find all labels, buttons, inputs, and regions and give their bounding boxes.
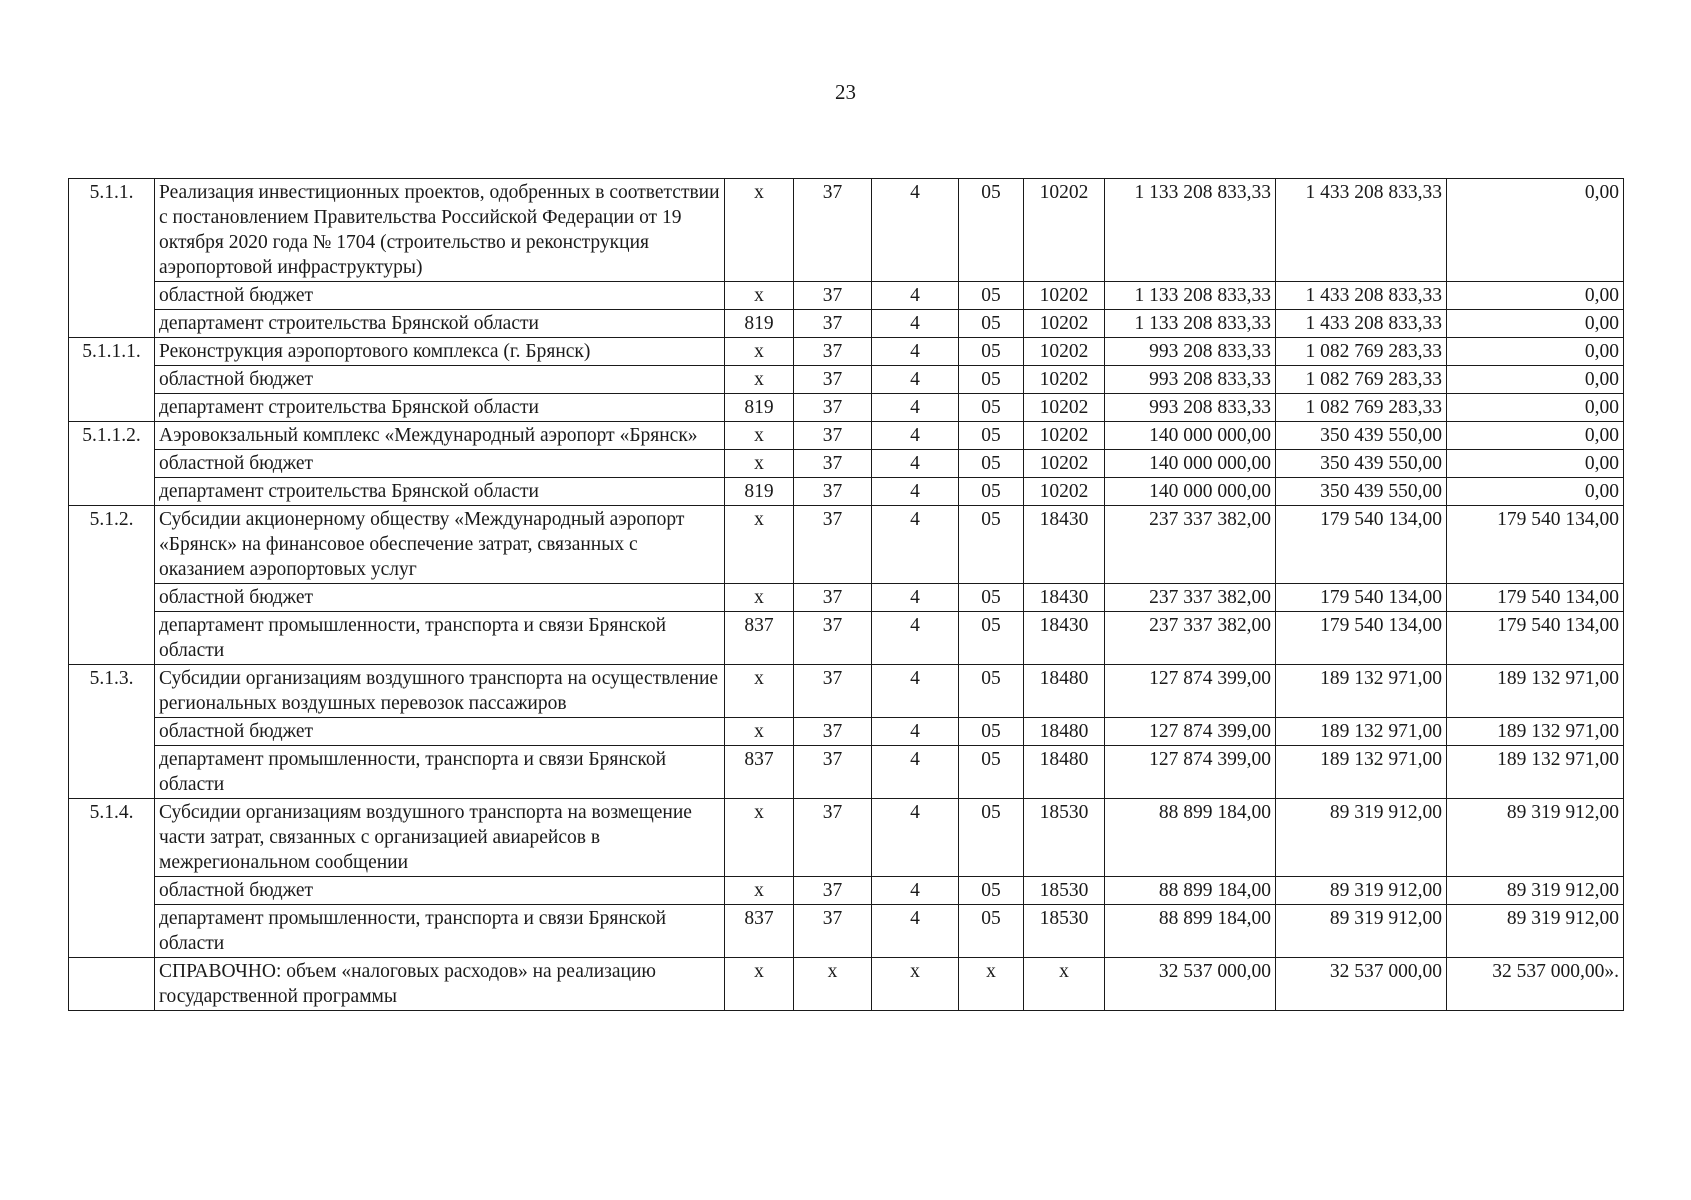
row-program-code: 37 [794, 746, 872, 799]
row-value-year2: 1 082 769 283,33 [1276, 366, 1447, 394]
row-subprogram-code: 4 [872, 746, 959, 799]
row-admin-code: х [725, 799, 794, 877]
row-event-code: 05 [959, 394, 1024, 422]
row-value-year2: 189 132 971,00 [1276, 746, 1447, 799]
row-subprogram-code: 4 [872, 338, 959, 366]
row-name: департамент строительства Брянской области [155, 310, 725, 338]
row-program-code: х [794, 958, 872, 1011]
row-value-year3: 0,00 [1447, 179, 1624, 282]
row-value-year3: 32 537 000,00». [1447, 958, 1624, 1011]
row-value-year2: 89 319 912,00 [1276, 877, 1447, 905]
row-value-year1: 32 537 000,00 [1105, 958, 1276, 1011]
table-row [69, 450, 1624, 478]
row-value-year3: 0,00 [1447, 478, 1624, 506]
row-value-year2: 350 439 550,00 [1276, 422, 1447, 450]
row-admin-code: х [725, 958, 794, 1011]
row-value-year2: 189 132 971,00 [1276, 665, 1447, 718]
row-direction-code: 10202 [1024, 282, 1105, 310]
table-row [69, 718, 1624, 746]
row-direction-code: 18430 [1024, 584, 1105, 612]
row-value-year1: 993 208 833,33 [1105, 394, 1276, 422]
row-value-year1: 140 000 000,00 [1105, 478, 1276, 506]
row-subprogram-code: 4 [872, 478, 959, 506]
row-admin-code: х [725, 718, 794, 746]
row-program-code: 37 [794, 422, 872, 450]
row-program-code: 37 [794, 366, 872, 394]
row-program-code: 37 [794, 905, 872, 958]
row-name: департамент промышленности, транспорта и связи Брянской области [155, 905, 725, 958]
table-row [69, 282, 1624, 310]
row-event-code: 05 [959, 450, 1024, 478]
row-admin-code: 837 [725, 612, 794, 665]
row-direction-code: 18480 [1024, 746, 1105, 799]
table-row [69, 958, 1624, 1011]
row-number: 5.1.3. [69, 665, 155, 799]
row-direction-code: 18480 [1024, 665, 1105, 718]
row-event-code: 05 [959, 877, 1024, 905]
row-subprogram-code: 4 [872, 450, 959, 478]
table-row [69, 746, 1624, 799]
row-name: областной бюджет [155, 877, 725, 905]
table-row [69, 366, 1624, 394]
row-number: 5.1.2. [69, 506, 155, 665]
row-value-year1: 1 133 208 833,33 [1105, 310, 1276, 338]
row-name: Субсидии организациям воздушного транспорта на осуществление региональных воздушных перевозок пассажиров [155, 665, 725, 718]
row-program-code: 37 [794, 394, 872, 422]
row-admin-code: х [725, 450, 794, 478]
row-name: областной бюджет [155, 282, 725, 310]
row-value-year2: 189 132 971,00 [1276, 718, 1447, 746]
row-value-year2: 1 433 208 833,33 [1276, 310, 1447, 338]
row-event-code: 05 [959, 799, 1024, 877]
table-row [69, 478, 1624, 506]
row-value-year1: 88 899 184,00 [1105, 799, 1276, 877]
table-row [69, 422, 1624, 450]
row-value-year2: 32 537 000,00 [1276, 958, 1447, 1011]
row-name: Реализация инвестиционных проектов, одобренных в соответствии с постановлением Правительства Российской Федерации от 19 октября 2020 года № 1704 (строительство и реконструкция аэропортовой инфраструктуры) [155, 179, 725, 282]
row-number: 5.1.1.1. [69, 338, 155, 422]
row-program-code: 37 [794, 665, 872, 718]
row-event-code: 05 [959, 478, 1024, 506]
row-value-year2: 179 540 134,00 [1276, 506, 1447, 584]
row-value-year1: 1 133 208 833,33 [1105, 282, 1276, 310]
row-value-year2: 1 082 769 283,33 [1276, 338, 1447, 366]
row-value-year1: 127 874 399,00 [1105, 746, 1276, 799]
table-row [69, 877, 1624, 905]
row-name: Субсидии акционерному обществу «Международный аэропорт «Брянск» на финансовое обеспечение затрат, связанных с оказанием аэропортовых услуг [155, 506, 725, 584]
row-admin-code: х [725, 179, 794, 282]
row-direction-code: 10202 [1024, 366, 1105, 394]
row-value-year1: 237 337 382,00 [1105, 584, 1276, 612]
row-number: 5.1.1. [69, 179, 155, 338]
row-value-year1: 237 337 382,00 [1105, 612, 1276, 665]
row-admin-code: 837 [725, 746, 794, 799]
row-value-year2: 179 540 134,00 [1276, 612, 1447, 665]
row-number [69, 958, 155, 1011]
row-program-code: 37 [794, 338, 872, 366]
row-direction-code: 18480 [1024, 718, 1105, 746]
row-admin-code: х [725, 338, 794, 366]
row-name: департамент промышленности, транспорта и связи Брянской области [155, 746, 725, 799]
budget-table [68, 178, 1624, 1011]
row-value-year1: 1 133 208 833,33 [1105, 179, 1276, 282]
row-name: СПРАВОЧНО: объем «налоговых расходов» на реализацию государственной программы [155, 958, 725, 1011]
row-name: областной бюджет [155, 584, 725, 612]
row-value-year2: 350 439 550,00 [1276, 450, 1447, 478]
table-row [69, 612, 1624, 665]
row-value-year3: 189 132 971,00 [1447, 718, 1624, 746]
row-admin-code: х [725, 877, 794, 905]
row-direction-code: 18530 [1024, 877, 1105, 905]
row-subprogram-code: 4 [872, 179, 959, 282]
row-program-code: 37 [794, 799, 872, 877]
row-value-year3: 0,00 [1447, 394, 1624, 422]
row-subprogram-code: 4 [872, 310, 959, 338]
row-direction-code: 10202 [1024, 450, 1105, 478]
row-direction-code: х [1024, 958, 1105, 1011]
row-subprogram-code: х [872, 958, 959, 1011]
row-value-year2: 179 540 134,00 [1276, 584, 1447, 612]
row-subprogram-code: 4 [872, 506, 959, 584]
row-name: Реконструкция аэропортового комплекса (г. Брянск) [155, 338, 725, 366]
row-name: областной бюджет [155, 718, 725, 746]
row-program-code: 37 [794, 506, 872, 584]
row-value-year3: 0,00 [1447, 338, 1624, 366]
row-direction-code: 10202 [1024, 478, 1105, 506]
row-program-code: 37 [794, 310, 872, 338]
row-direction-code: 18430 [1024, 506, 1105, 584]
row-value-year3: 0,00 [1447, 366, 1624, 394]
row-admin-code: 819 [725, 478, 794, 506]
row-number: 5.1.4. [69, 799, 155, 958]
row-value-year3: 179 540 134,00 [1447, 584, 1624, 612]
row-admin-code: х [725, 665, 794, 718]
table-row [69, 179, 1624, 282]
row-direction-code: 10202 [1024, 179, 1105, 282]
row-name: департамент строительства Брянской области [155, 478, 725, 506]
row-name: департамент строительства Брянской области [155, 394, 725, 422]
row-value-year3: 0,00 [1447, 422, 1624, 450]
row-program-code: 37 [794, 179, 872, 282]
row-event-code: х [959, 958, 1024, 1011]
row-event-code: 05 [959, 612, 1024, 665]
row-subprogram-code: 4 [872, 905, 959, 958]
row-subprogram-code: 4 [872, 877, 959, 905]
row-value-year1: 88 899 184,00 [1105, 877, 1276, 905]
row-value-year1: 127 874 399,00 [1105, 665, 1276, 718]
row-event-code: 05 [959, 905, 1024, 958]
row-direction-code: 18530 [1024, 905, 1105, 958]
row-event-code: 05 [959, 422, 1024, 450]
row-admin-code: х [725, 584, 794, 612]
table-row [69, 665, 1624, 718]
row-direction-code: 10202 [1024, 422, 1105, 450]
row-value-year2: 89 319 912,00 [1276, 905, 1447, 958]
row-subprogram-code: 4 [872, 799, 959, 877]
row-event-code: 05 [959, 746, 1024, 799]
row-name: Аэровокзальный комплекс «Международный аэропорт «Брянск» [155, 422, 725, 450]
row-number: 5.1.1.2. [69, 422, 155, 506]
row-admin-code: х [725, 422, 794, 450]
row-value-year1: 237 337 382,00 [1105, 506, 1276, 584]
row-subprogram-code: 4 [872, 665, 959, 718]
row-direction-code: 10202 [1024, 394, 1105, 422]
row-value-year1: 993 208 833,33 [1105, 366, 1276, 394]
row-value-year1: 140 000 000,00 [1105, 450, 1276, 478]
row-event-code: 05 [959, 338, 1024, 366]
row-value-year3: 89 319 912,00 [1447, 905, 1624, 958]
row-value-year3: 189 132 971,00 [1447, 746, 1624, 799]
row-value-year2: 1 433 208 833,33 [1276, 282, 1447, 310]
row-direction-code: 10202 [1024, 310, 1105, 338]
row-event-code: 05 [959, 665, 1024, 718]
row-value-year3: 0,00 [1447, 450, 1624, 478]
row-program-code: 37 [794, 877, 872, 905]
row-name: областной бюджет [155, 366, 725, 394]
row-value-year1: 127 874 399,00 [1105, 718, 1276, 746]
row-admin-code: 819 [725, 310, 794, 338]
row-subprogram-code: 4 [872, 394, 959, 422]
row-direction-code: 10202 [1024, 338, 1105, 366]
row-event-code: 05 [959, 310, 1024, 338]
row-name: Субсидии организациям воздушного транспорта на возмещение части затрат, связанных с организацией авиарейсов в межрегиональном сообщении [155, 799, 725, 877]
row-program-code: 37 [794, 584, 872, 612]
row-value-year2: 1 082 769 283,33 [1276, 394, 1447, 422]
row-admin-code: 837 [725, 905, 794, 958]
table-row [69, 506, 1624, 584]
row-name: областной бюджет [155, 450, 725, 478]
row-program-code: 37 [794, 612, 872, 665]
row-value-year2: 350 439 550,00 [1276, 478, 1447, 506]
row-subprogram-code: 4 [872, 718, 959, 746]
row-subprogram-code: 4 [872, 584, 959, 612]
row-value-year3: 0,00 [1447, 310, 1624, 338]
row-admin-code: 819 [725, 394, 794, 422]
row-value-year3: 0,00 [1447, 282, 1624, 310]
row-value-year3: 189 132 971,00 [1447, 665, 1624, 718]
row-value-year1: 140 000 000,00 [1105, 422, 1276, 450]
row-admin-code: х [725, 282, 794, 310]
row-value-year3: 179 540 134,00 [1447, 612, 1624, 665]
row-event-code: 05 [959, 584, 1024, 612]
row-program-code: 37 [794, 478, 872, 506]
table-row [69, 394, 1624, 422]
row-event-code: 05 [959, 506, 1024, 584]
table-row [69, 584, 1624, 612]
table-row [69, 799, 1624, 877]
row-name: департамент промышленности, транспорта и связи Брянской области [155, 612, 725, 665]
row-value-year2: 89 319 912,00 [1276, 799, 1447, 877]
row-value-year1: 88 899 184,00 [1105, 905, 1276, 958]
row-value-year3: 89 319 912,00 [1447, 799, 1624, 877]
row-event-code: 05 [959, 282, 1024, 310]
row-event-code: 05 [959, 718, 1024, 746]
row-subprogram-code: 4 [872, 366, 959, 394]
table-row [69, 338, 1624, 366]
row-value-year3: 89 319 912,00 [1447, 877, 1624, 905]
row-value-year2: 1 433 208 833,33 [1276, 179, 1447, 282]
row-subprogram-code: 4 [872, 422, 959, 450]
page-number: 23 [835, 80, 856, 104]
row-admin-code: х [725, 366, 794, 394]
row-subprogram-code: 4 [872, 612, 959, 665]
table-row [69, 310, 1624, 338]
row-event-code: 05 [959, 179, 1024, 282]
table-row [69, 905, 1624, 958]
row-value-year1: 993 208 833,33 [1105, 338, 1276, 366]
row-direction-code: 18530 [1024, 799, 1105, 877]
row-program-code: 37 [794, 282, 872, 310]
row-program-code: 37 [794, 450, 872, 478]
row-admin-code: х [725, 506, 794, 584]
row-event-code: 05 [959, 366, 1024, 394]
row-value-year3: 179 540 134,00 [1447, 506, 1624, 584]
row-program-code: 37 [794, 718, 872, 746]
row-subprogram-code: 4 [872, 282, 959, 310]
row-direction-code: 18430 [1024, 612, 1105, 665]
